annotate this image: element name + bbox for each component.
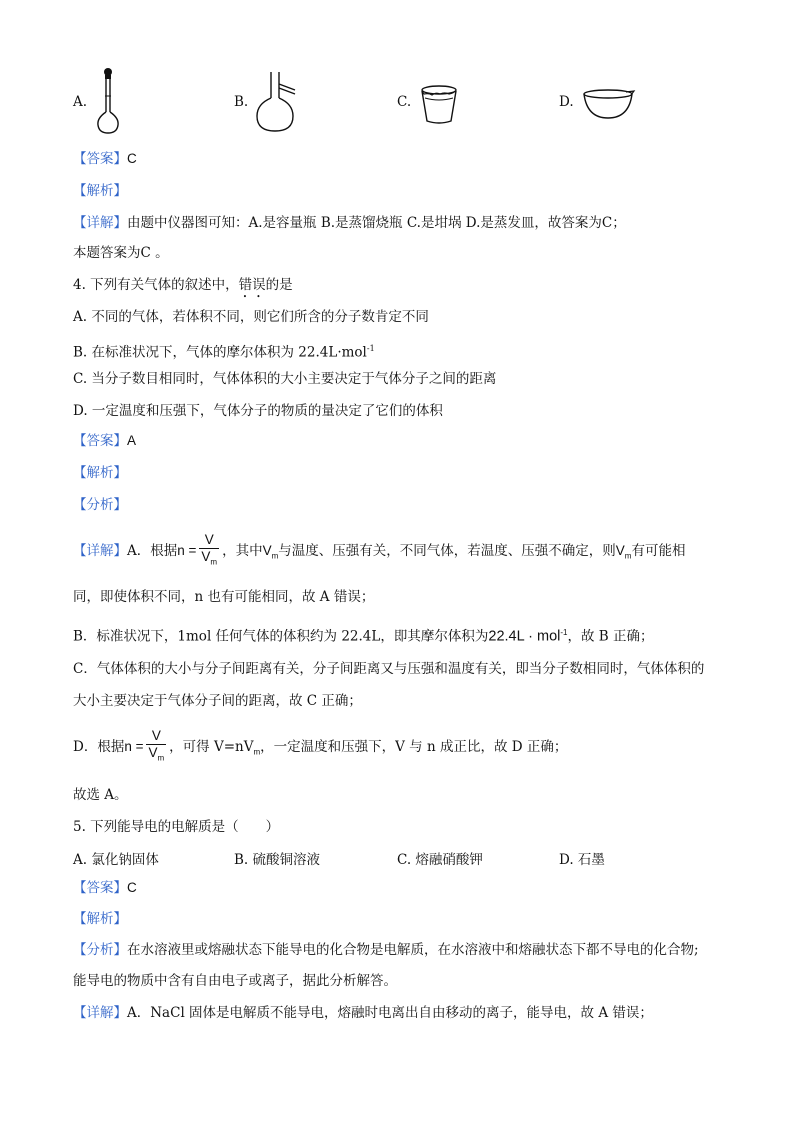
formula-n: n = — [177, 542, 197, 558]
distillation-flask-icon — [253, 70, 299, 134]
q3-conclusion: 本题答案为C 。 — [73, 245, 169, 261]
q4-fenxi-tag — [73, 496, 127, 514]
vm-symbol: V — [615, 542, 625, 558]
stem-emphasis: 错误 — [238, 277, 266, 293]
molar-volume-value: 22.4L · mol — [488, 628, 561, 645]
q4-detail-d — [73, 728, 567, 771]
detail-tag: 【详解】 — [73, 1005, 127, 1021]
q5-option-d: D. 石墨 — [559, 852, 605, 868]
q4-detail-c-line2: 大小主要决定于气体分子间的距离，故 C 正确； — [73, 693, 362, 709]
detail-text: A．根据 — [127, 542, 178, 559]
q5-analysis-tag — [73, 910, 127, 928]
q3-detail — [73, 214, 626, 232]
q4-analysis-tag — [73, 464, 127, 482]
q4-detail-a — [73, 532, 685, 575]
q3-analysis-tag — [73, 182, 127, 200]
fenxi-text: 在水溶液里或熔融状态下能导电的化合物是电解质，在水溶液中和熔融状态下都不导电的化合物; — [127, 942, 699, 958]
option-a-label: A. — [73, 94, 88, 110]
q4-answer — [73, 432, 136, 450]
answer-tag: 【答案】 — [73, 880, 127, 896]
detail-text: 有可能相 — [631, 542, 686, 559]
fraction-v-over-vm — [146, 728, 166, 767]
detail-text: ，一定温度和压强下，V 与 n 成正比，故 D 正确； — [260, 738, 568, 755]
q4-option-a: A. 不同的气体，若体积不同，则它们所含的分子数肯定不同 — [73, 309, 429, 325]
answer-value: C — [127, 151, 137, 166]
fenxi-tag: 【分析】 — [73, 497, 127, 513]
q5-detail — [73, 1004, 653, 1022]
answer-tag: 【答案】 — [73, 151, 127, 167]
molar-volume-superscript: -1 — [560, 628, 568, 637]
analysis-tag: 【解析】 — [73, 465, 127, 481]
denominator-sub: m — [157, 753, 165, 763]
fraction-numerator: V — [204, 532, 214, 547]
stem-text: 4. 下列有关气体的叙述中， — [73, 277, 239, 293]
q5-fenxi — [73, 941, 699, 959]
detail-text: B．标准状况下，1mol 任何气体的体积约为 22.4L，即其摩尔体积为 — [73, 628, 489, 645]
q3-answer — [73, 150, 137, 168]
analysis-tag: 【解析】 — [73, 183, 127, 199]
detail-text: ，其中 — [222, 542, 263, 559]
detail-text: ，故 B 正确； — [567, 628, 654, 645]
vm-sub: m — [253, 747, 261, 757]
option-b-superscript: -1 — [366, 344, 375, 353]
q5-option-b: B. 硫酸铜溶液 — [234, 852, 321, 868]
detail-text: 由题中仪器图可知：A.是容量瓶 B.是蒸馏烧瓶 C.是坩埚 D.是蒸发皿，故答案为C； — [127, 215, 626, 231]
q4-detail-a-line2: 同，即使体积不同，n 也有可能相同，故 A 错误； — [73, 589, 375, 605]
detail-tag: 【详解】 — [73, 542, 127, 559]
q4-conclusion: 故选 A。 — [73, 787, 128, 803]
vm-sub: m — [271, 551, 279, 561]
denominator-v: V — [148, 745, 158, 760]
detail-text: A．NaCl 固体是电解质不能导电，熔融时电离出自由移动的离子，能导电，故 A 错误； — [127, 1005, 653, 1021]
denominator-sub: m — [210, 557, 218, 567]
q5-option-c: C. 熔融硝酸钾 — [397, 852, 483, 868]
fraction-v-over-vm — [199, 532, 219, 571]
answer-value: A — [127, 433, 137, 448]
fraction-numerator: V — [151, 728, 161, 743]
option-b-text: B. 在标准状况下，气体的摩尔体积为 22.4L·mol — [73, 344, 367, 361]
detail-tag: 【详解】 — [73, 215, 127, 231]
detail-text: D．根据 — [73, 738, 125, 755]
vm-symbol: V — [262, 542, 272, 558]
fraction-denominator — [146, 744, 166, 767]
q4-option-d: D. 一定温度和压强下，气体分子的物质的量决定了它们的体积 — [73, 403, 443, 419]
answer-tag: 【答案】 — [73, 433, 127, 449]
option-c-label: C. — [397, 94, 412, 110]
q4-detail-b — [73, 624, 654, 646]
detail-text: ，可得 V=nV — [169, 738, 254, 755]
volumetric-flask-icon — [94, 66, 122, 136]
detail-text: 与温度、压强有关，不同气体，若温度、压强不确定，则 — [278, 542, 616, 559]
q4-stem — [73, 276, 293, 301]
q4-option-b — [73, 340, 375, 362]
q5-stem: 5. 下列能导电的电解质是（ ） — [73, 819, 280, 835]
q4-detail-c-line1: C．气体体积的大小与分子间距离有关，分子间距离又与压强和温度有关，即当分子数相同时，气体体积的 — [73, 661, 705, 677]
fenxi-tag: 【分析】 — [73, 942, 127, 958]
vm-sub: m — [624, 551, 632, 561]
q4-option-c: C. 当分子数目相同时，气体体积的大小主要决定于气体分子之间的距离 — [73, 371, 497, 387]
stem-tail: 的是 — [265, 277, 293, 293]
option-b-label: B. — [234, 94, 249, 110]
answer-value: C — [127, 880, 137, 895]
q5-fenxi-line2: 能导电的物质中含有自由电子或离子，据此分析解答。 — [73, 973, 397, 989]
formula-n: n = — [124, 738, 144, 754]
option-d-label: D. — [559, 94, 574, 110]
denominator-v: V — [201, 549, 211, 564]
q5-option-a: A. 氯化钠固体 — [73, 852, 159, 868]
evaporating-dish-icon — [581, 88, 637, 122]
analysis-tag: 【解析】 — [73, 911, 127, 927]
fraction-denominator — [199, 548, 219, 571]
q5-answer — [73, 879, 137, 897]
crucible-icon — [418, 84, 460, 126]
